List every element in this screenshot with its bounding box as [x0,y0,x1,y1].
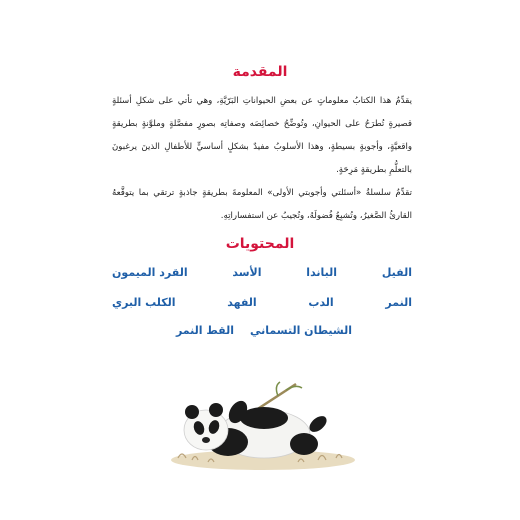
panda-hind-leg [290,433,318,455]
intro-text [112,90,412,228]
contents-item[interactable]: الباندا [306,266,338,279]
contents-item[interactable]: الشيطان التسماني [250,324,352,337]
intro-paragraph-2: تقدِّمُ سلسلةُ «أسئلتي وأجوبتي الأولى» المعلومةَ بطريقةٍ جاذبةٍ ترتقي بما يتوقَّعهُ القارئُ الصَّغيرُ، وتُشبِعُ فُضولَهُ، وتُجيبُ عن استفساراتِهِ. [112,188,412,221]
contents-item[interactable]: القرد الميمون [112,266,188,279]
contents-item[interactable]: الأسد [232,266,262,279]
panda-ear-left [185,405,199,419]
intro-title: المقدمة [232,64,288,80]
panda-shoulders [240,407,288,429]
contents-row-2 [112,296,412,309]
contents-row-3 [112,324,412,337]
contents-item[interactable]: الدب [308,296,334,309]
contents-item[interactable]: الفيل [381,266,412,279]
contents-title: المحتويات [225,236,295,252]
contents-item[interactable]: النمر [385,296,412,309]
contents-row-1 [112,266,412,279]
contents-item[interactable]: الكلب البري [112,296,176,309]
intro-paragraph-1: يقدِّمُ هذا الكتابُ معلوماتٍ عن بعضِ الحيواناتِ البَرّيَّةِ، وهي تأتي على شكلِ أسئلةٍ قصيرةٍ تُطرَحُ على الحيوانِ، وتُوضِّحُ خصائِصَه وصفاتِه بصورٍ مفصَّلةٍ وملوَّنةٍ بطريقةٍ واقعيَّةٍ، وأجوبةٍ بسيطةٍ، وهذا الأسلوبُ مفيدٌ بشكلٍ أساسيٍّ للأطفالِ الذينَ يرغبونَ بالتعلُّمِ بطريقةٍ مَرِحَةٍ. [112,96,412,175]
contents-item[interactable]: القط النمر [175,324,234,337]
panda-nose [202,437,210,443]
panda-ear-right [209,403,223,417]
contents-item[interactable]: الفهد [227,296,257,309]
panda-illustration [168,372,358,472]
